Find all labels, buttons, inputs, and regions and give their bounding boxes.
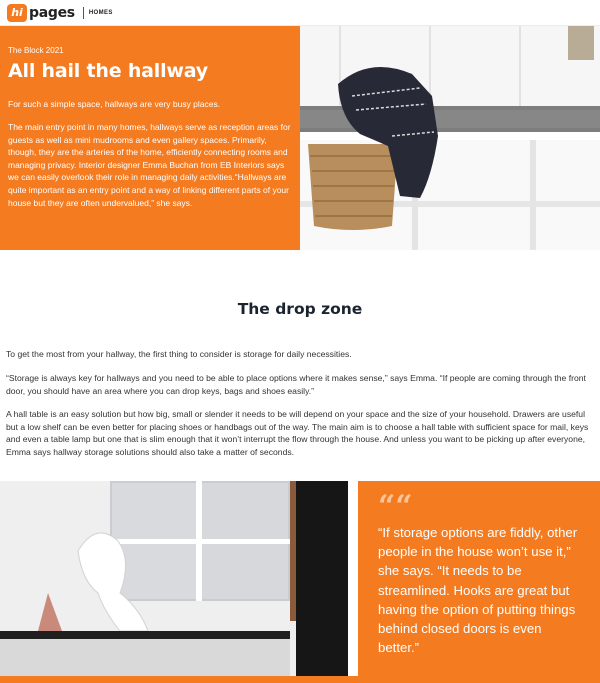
hero-intro-panel	[0, 26, 300, 250]
section-heading-drop-zone: The drop zone	[237, 300, 363, 318]
site-header	[0, 0, 600, 26]
hallway-bench-photo	[300, 26, 600, 250]
pull-quote-panel	[358, 481, 600, 676]
logo-wordmark: pages	[29, 5, 75, 21]
orange-divider-strip	[0, 676, 600, 683]
hall-table-sculpture-photo	[0, 481, 348, 676]
article-kicker: The Block 2021	[8, 46, 64, 55]
drop-zone-paragraph: “Storage is always key for hallways and you need to be able to place options where it makes sense,” says Emma. “If people are coming through the front door, you should have an area where you can drop keys, bags and shoes easily.”	[6, 373, 586, 396]
quote-mark-icon: ““	[378, 489, 413, 524]
drop-zone-paragraph: To get the most from your hallway, the first thing to consider is storage for daily necessities.	[6, 349, 352, 359]
logo-divider	[83, 7, 84, 19]
section-link-homes[interactable]: HOMES	[88, 10, 113, 16]
hallway-bench-illustration	[300, 26, 600, 250]
hipages-logo[interactable]	[7, 4, 113, 22]
hall-table-illustration	[0, 481, 348, 676]
article-lead: For such a simple space, hallways are very busy places.	[8, 99, 221, 109]
pull-quote-text: “If storage options are fiddly, other people in the house won’t use it,” she says. “It needs to be streamlined. Hooks are great but having the option of putting things behind closed doors is even better.”	[378, 525, 578, 656]
logo-mark: hi	[7, 4, 27, 22]
article-title: All hail the hallway	[8, 60, 208, 82]
drop-zone-paragraph: A hall table is an easy solution but how big, small or slender it needs to be will depend on your space and the size of your household. Drawers are useful but a low shelf can be even better for placing shoes or handbags out of the way. The main aim is to choose a hall table with sufficient space for mail, keys and even a table lamp but one that is slim enough that it won’t interrupt the flow through the house. And unless you want to be picking up after everyone, Emma says hallway storage solutions should also take a matter of seconds.	[6, 409, 589, 457]
article-intro-body: The main entry point in many homes, hallways serve as reception areas for guests as well as mini mudrooms and even gallery spaces. Primarily, though, they are the arteries of the home, efficiently connecting rooms and managing privacy. Interior designer Emma Buchan from EB Interiors says we can easily overlook their role in managing daily activities.“Hallways are quite important as an entry point and a way of linking different parts of your house but they are often undervalued,” she says.	[8, 122, 291, 208]
